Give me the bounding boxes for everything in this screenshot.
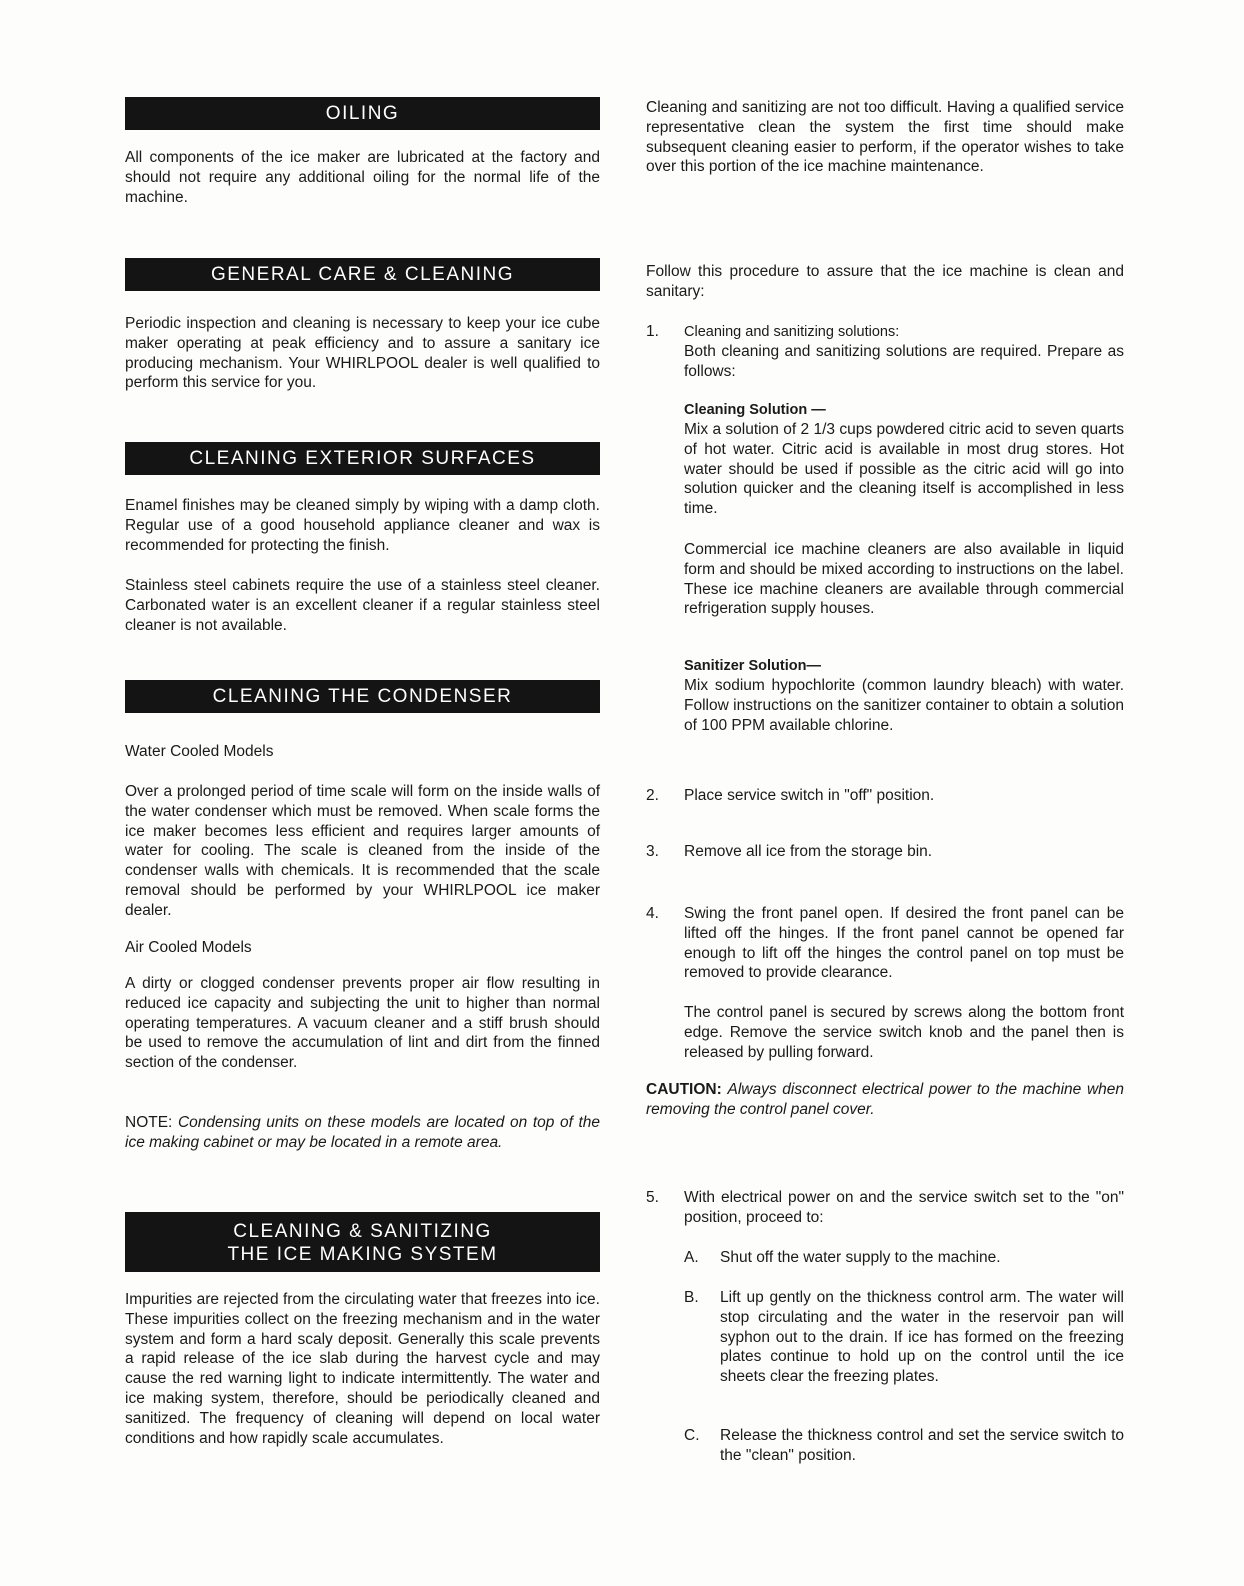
step-4: [646, 904, 1124, 1061]
step-4-body-2: The control panel is secured by screws along the bottom front edge. Remove the service switch knob and the panel then is released by pulling forward.: [684, 1004, 1124, 1061]
exterior-para-1: Enamel finishes may be cleaned simply by wiping with a damp cloth. Regular use of a good household appliance cleaner and wax is recommended for protecting the finish.: [125, 497, 600, 554]
section-heading-sanitizing: [125, 1212, 600, 1272]
step-number: 1.: [646, 323, 659, 340]
sanitizer-solution-body: Mix sodium hypochlorite (common laundry bleach) with water. Follow instructions on the sanitizer container to obtain a solution of 100 PPM available chlorine.: [684, 677, 1124, 734]
section-heading-general-care: GENERAL CARE & CLEANING: [125, 258, 600, 291]
step-letter: B.: [684, 1289, 699, 1306]
air-cooled-body: A dirty or clogged condenser prevents proper air flow resulting in reduced ice capacity and subjecting the unit to higher than normal operating temperatures. A vacuum cleaner and a stiff brush should be used to remove the accumulation of lint and dirt from the finned section of the condenser.: [125, 975, 600, 1072]
cleaning-solution-body: Mix a solution of 2 1/3 cups powdered citric acid to seven quarts of hot water. Citric acid is available in most drug stores. Hot water should be used if possible as the citric acid will go into solution quicker and the cleaning itself is accomplished in less time.: [684, 421, 1124, 518]
note-label: NOTE:: [125, 1114, 173, 1131]
water-cooled-title: Water Cooled Models: [125, 743, 274, 760]
step-b-text: Lift up gently on the thickness control arm. The water will stop circulating and the water in the reservoir pan will syphon out to the drain. If ice has formed on the freezing plates continue to hold up on the control until the ice sheets clear the freezing plates.: [720, 1289, 1124, 1386]
step-1: [646, 322, 1124, 382]
step-5: [646, 1188, 1124, 1232]
general-care-body: Periodic inspection and cleaning is necessary to keep your ice cube maker operating at peak efficiency and to assure a sanitary ice producing mechanism. Your WHIRLPOOL dealer is well qualified to perform this service for you.: [125, 315, 600, 392]
note-text: Condensing units on these models are located on top of the ice making cabinet or may be located in a remote area.: [125, 1114, 601, 1151]
step-letter: C.: [684, 1427, 700, 1444]
sanitizer-solution-title: Sanitizer Solution—: [684, 658, 821, 674]
condenser-note: [125, 1113, 600, 1153]
step-c: [646, 1426, 1124, 1470]
step-4-body: Swing the front panel open. If desired the front panel can be lifted off the hinges. If the front panel cannot be opened far enough to lift off the hinges the control panel on top must be removed to provide clearance.: [684, 905, 1124, 982]
step-c-text: Release the thickness control and set the service switch to the "clean" position.: [720, 1427, 1124, 1464]
sanitizing-heading-line-1: CLEANING & SANITIZING: [233, 1221, 492, 1242]
commercial-cleaners-body: Commercial ice machine cleaners are also available in liquid form and should be mixed according to instructions on the label. These ice machine cleaners are available through commercial refrigeration supply houses.: [684, 541, 1124, 618]
sanitizing-heading-line-2: THE ICE MAKING SYSTEM: [227, 1244, 498, 1265]
oiling-body: All components of the ice maker are lubricated at the factory and should not require any additional oiling for the normal life of the machine.: [125, 149, 600, 206]
section-heading-exterior: CLEANING EXTERIOR SURFACES: [125, 442, 600, 475]
sanitizing-body: Impurities are rejected from the circulating water that freezes into ice. These impurities collect on the freezing mechanism and in the water system and form a hard scaly deposit. Generally this scale prevents a rapid release of the ice slab during the harvest cycle and may cause the red warning light to indicate intermittently. The water and ice making system, therefore, should be periodically cleaned and sanitized. The frequency of cleaning will depend on local water conditions and how rapidly scale accumulates.: [125, 1291, 600, 1447]
step-2: [646, 786, 1124, 808]
step-b: [646, 1288, 1124, 1408]
step-number: 4.: [646, 905, 659, 922]
step-number: 3.: [646, 843, 659, 860]
step-3: [646, 842, 1124, 864]
step-5-text: With electrical power on and the service switch set to the "on" position, proceed to:: [684, 1189, 1124, 1226]
step-a: [646, 1248, 1124, 1270]
cleaning-solution-title: Cleaning Solution —: [684, 402, 826, 418]
section-heading-oiling: OILING: [125, 97, 600, 130]
step-letter: A.: [684, 1249, 699, 1266]
step-number: 5.: [646, 1189, 659, 1206]
caution-text: Always disconnect electrical power to the machine when removing the control panel cover.: [646, 1081, 1124, 1118]
step-1-body: Both cleaning and sanitizing solutions are required. Prepare as follows:: [684, 343, 1124, 380]
step-a-text: Shut off the water supply to the machine.: [720, 1249, 1001, 1266]
water-cooled-body: Over a prolonged period of time scale will form on the inside walls of the water condenser which must be removed. When scale forms the ice maker becomes less efficient and requires larger amounts of water for cooling. The scale is cleaned from the inside of the condenser walls with chemicals. It is recommended that the scale removal should be performed by your WHIRLPOOL ice maker dealer.: [125, 783, 600, 919]
caution: [646, 1080, 1124, 1120]
caution-label: CAUTION:: [646, 1081, 722, 1098]
step-3-text: Remove all ice from the storage bin.: [684, 843, 933, 860]
step-1-title: Cleaning and sanitizing solutions:: [684, 324, 900, 340]
exterior-para-2: Stainless steel cabinets require the use of a stainless steel cleaner. Carbonated water is an excellent cleaner if a regular stainless steel cleaner is not available.: [125, 577, 600, 634]
step-2-text: Place service switch in "off" position.: [684, 787, 935, 804]
right-intro: Cleaning and sanitizing are not too difficult. Having a qualified service representative clean the system the first time should make subsequent cleaning easier to perform, if the operator wishes to take over this portion of the ice machine maintenance.: [646, 99, 1124, 176]
section-heading-condenser: CLEANING THE CONDENSER: [125, 680, 600, 713]
step-number: 2.: [646, 787, 659, 804]
procedure-intro: Follow this procedure to assure that the ice machine is clean and sanitary:: [646, 263, 1124, 300]
air-cooled-title: Air Cooled Models: [125, 939, 252, 956]
